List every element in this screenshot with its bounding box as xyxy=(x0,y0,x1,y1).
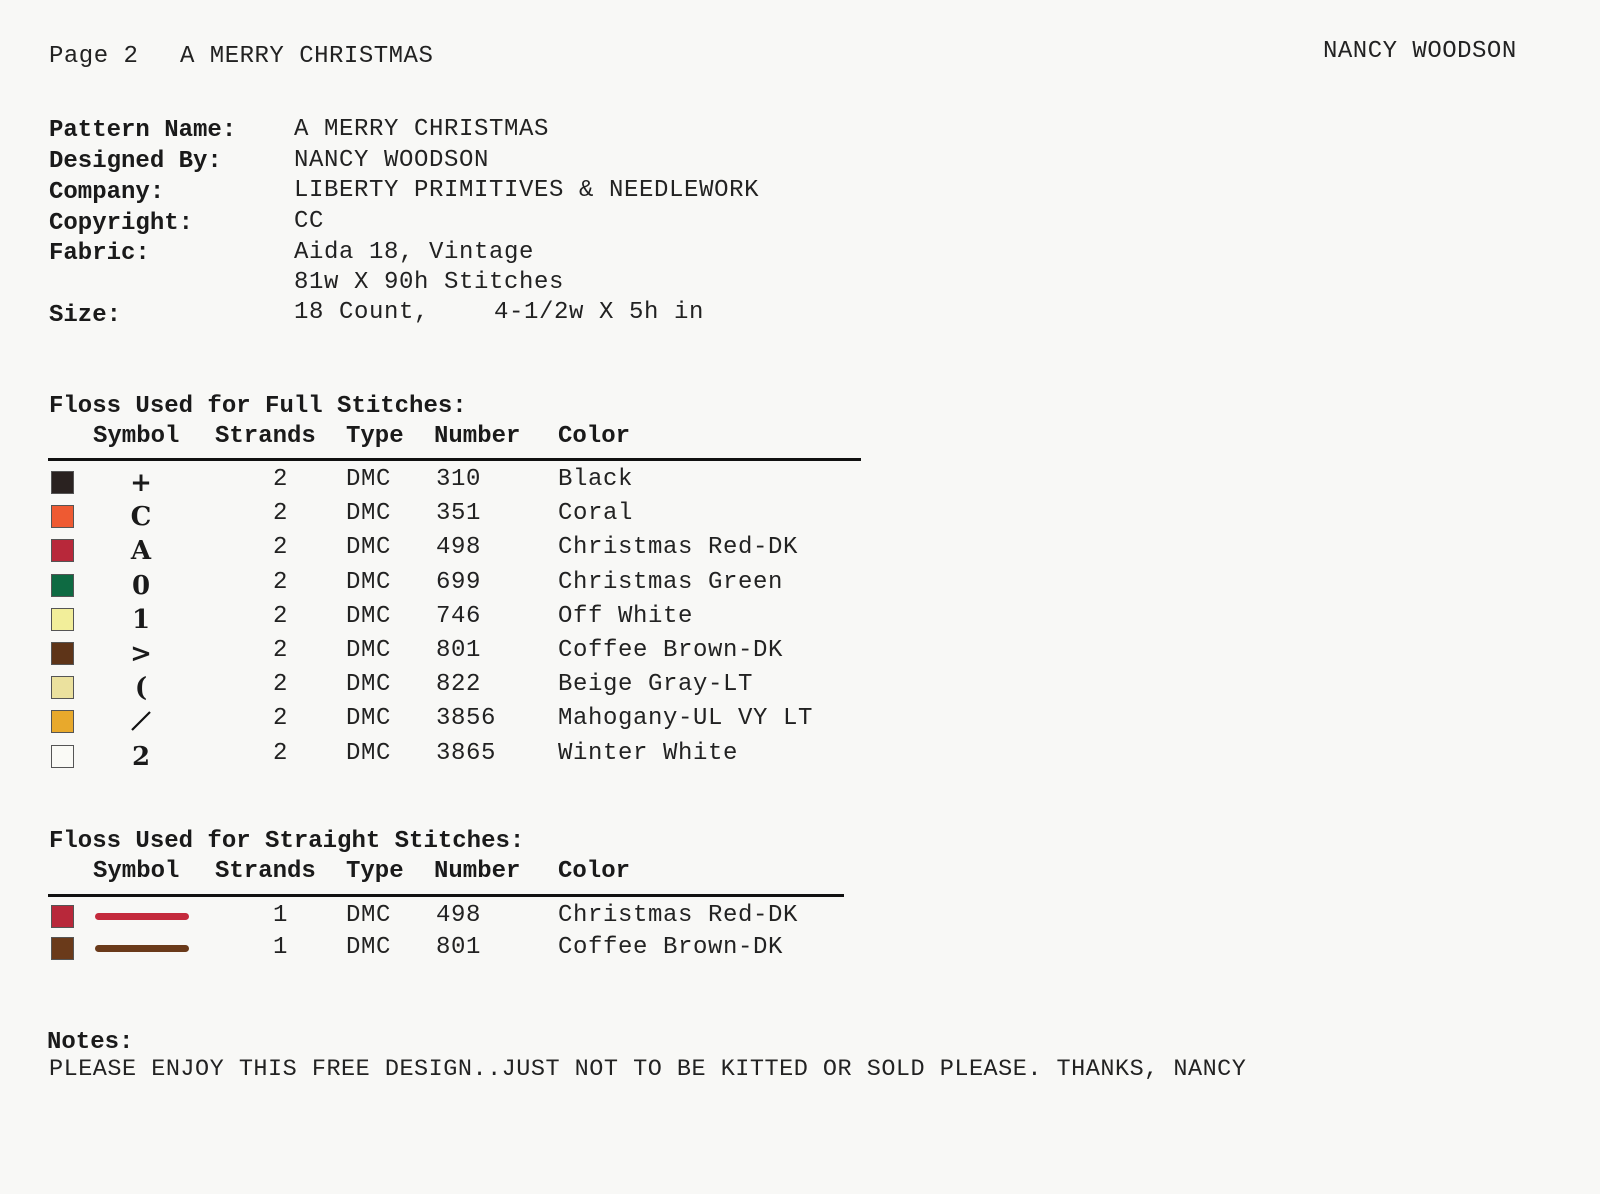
company-label: Company: xyxy=(49,179,165,206)
type-cell: DMC xyxy=(346,568,392,596)
strands-cell: 2 xyxy=(273,534,289,562)
strands-cell: 2 xyxy=(273,637,289,664)
stitch-symbol: + xyxy=(130,468,152,498)
type-cell: DMC xyxy=(346,602,392,630)
color-swatch xyxy=(51,905,74,928)
type-cell: DMC xyxy=(346,466,392,493)
color-name-cell: Christmas Red-DK xyxy=(558,902,799,929)
strands-cell: 2 xyxy=(273,602,289,630)
number-cell: 498 xyxy=(436,902,482,929)
strands-cell: 2 xyxy=(273,739,289,767)
color-swatch xyxy=(51,574,74,597)
color-name-cell: Beige Gray-LT xyxy=(558,671,754,699)
stitch-count-value: 81w X 90h Stitches xyxy=(294,269,565,296)
col-number-header: Number xyxy=(434,423,521,450)
designer-header: NANCY WOODSON xyxy=(1323,38,1517,65)
strands-cell: 1 xyxy=(273,902,289,929)
notes-text: PLEASE ENJOY THIS FREE DESIGN..JUST NOT TO BE KITTED OR SOLD PLEASE. THANKS, NANCY xyxy=(49,1056,1247,1083)
type-cell: DMC xyxy=(346,933,392,961)
strands-cell: 2 xyxy=(273,466,289,493)
designed-by-value: NANCY WOODSON xyxy=(294,147,490,174)
strands-cell: 2 xyxy=(273,705,289,733)
strands-cell: 2 xyxy=(273,671,289,699)
slash-symbol-icon xyxy=(128,708,154,734)
col-type-header: Type xyxy=(346,423,404,450)
type-cell: DMC xyxy=(346,500,392,528)
type-cell: DMC xyxy=(346,705,392,733)
number-cell: 351 xyxy=(436,500,482,528)
size-dimensions-value: 4-1/2w X 5h in xyxy=(494,299,705,326)
strands-cell: 1 xyxy=(273,933,289,961)
number-cell: 498 xyxy=(436,534,482,562)
designed-by-label: Designed By: xyxy=(49,148,222,175)
color-name-cell: Mahogany-UL VY LT xyxy=(558,705,814,733)
color-swatch xyxy=(51,937,74,960)
stitch-symbol: 0 xyxy=(131,570,151,601)
page-number: Page 2 xyxy=(49,43,139,70)
copyright-label: Copyright: xyxy=(49,210,194,237)
fabric-value: Aida 18, Vintage xyxy=(294,239,535,266)
col-symbol-header: Symbol xyxy=(93,423,180,450)
company-value: LIBERTY PRIMITIVES & NEEDLEWORK xyxy=(294,177,760,204)
type-cell: DMC xyxy=(346,671,392,699)
number-cell: 746 xyxy=(436,602,482,630)
color-name-cell: Coral xyxy=(558,500,634,528)
color-name-cell: Coffee Brown-DK xyxy=(558,637,784,664)
color-swatch xyxy=(51,505,74,528)
type-cell: DMC xyxy=(346,902,392,929)
number-cell: 822 xyxy=(436,671,482,699)
number-cell: 801 xyxy=(436,933,482,961)
copyright-value: CC xyxy=(294,208,325,235)
type-cell: DMC xyxy=(346,637,392,664)
full-stitches-header-rule xyxy=(48,458,861,461)
size-label: Size: xyxy=(49,302,122,329)
number-cell: 310 xyxy=(436,466,482,493)
color-swatch xyxy=(51,471,74,494)
full-stitches-title: Floss Used for Full Stitches: xyxy=(49,393,467,420)
pattern-name-value: A MERRY CHRISTMAS xyxy=(294,116,550,143)
col-color-header: Color xyxy=(558,858,631,885)
fabric-label: Fabric: xyxy=(49,240,150,267)
col-type-header: Type xyxy=(346,858,404,885)
stitch-symbol: C xyxy=(130,502,152,533)
stitch-symbol: > xyxy=(130,639,152,669)
number-cell: 3865 xyxy=(436,739,497,767)
col-color-header: Color xyxy=(558,423,631,450)
color-swatch xyxy=(51,745,74,768)
color-swatch xyxy=(51,539,74,562)
number-cell: 3856 xyxy=(436,705,497,733)
color-name-cell: Black xyxy=(558,466,634,493)
number-cell: 801 xyxy=(436,637,482,664)
type-cell: DMC xyxy=(346,534,392,562)
color-name-cell: Winter White xyxy=(558,739,739,767)
color-swatch xyxy=(51,608,74,631)
straight-stitches-title: Floss Used for Straight Stitches: xyxy=(49,828,525,855)
col-strands-header: Strands xyxy=(215,858,316,885)
stitch-symbol: 1 xyxy=(131,604,151,635)
color-swatch xyxy=(51,642,74,665)
color-name-cell: Christmas Red-DK xyxy=(558,534,799,562)
col-strands-header: Strands xyxy=(215,423,316,450)
straight-stitch-line-icon xyxy=(95,913,189,920)
color-name-cell: Off White xyxy=(558,602,694,630)
col-number-header: Number xyxy=(434,858,521,885)
number-cell: 699 xyxy=(436,568,482,596)
page-title: A MERRY CHRISTMAS xyxy=(180,43,434,70)
color-swatch xyxy=(51,710,74,733)
pattern-name-label: Pattern Name: xyxy=(49,117,237,144)
stitch-symbol: ( xyxy=(134,673,148,704)
straight-stitches-header-rule xyxy=(48,894,844,897)
color-name-cell: Christmas Green xyxy=(558,568,784,596)
col-symbol-header: Symbol xyxy=(93,858,180,885)
strands-cell: 2 xyxy=(273,500,289,528)
strands-cell: 2 xyxy=(273,568,289,596)
type-cell: DMC xyxy=(346,739,392,767)
color-swatch xyxy=(51,676,74,699)
notes-label: Notes: xyxy=(47,1029,134,1056)
stitch-symbol: 2 xyxy=(131,741,151,772)
size-count-value: 18 Count, xyxy=(294,299,430,326)
stitch-symbol: A xyxy=(130,536,152,567)
color-name-cell: Coffee Brown-DK xyxy=(558,933,784,961)
straight-stitch-line-icon xyxy=(95,945,189,952)
